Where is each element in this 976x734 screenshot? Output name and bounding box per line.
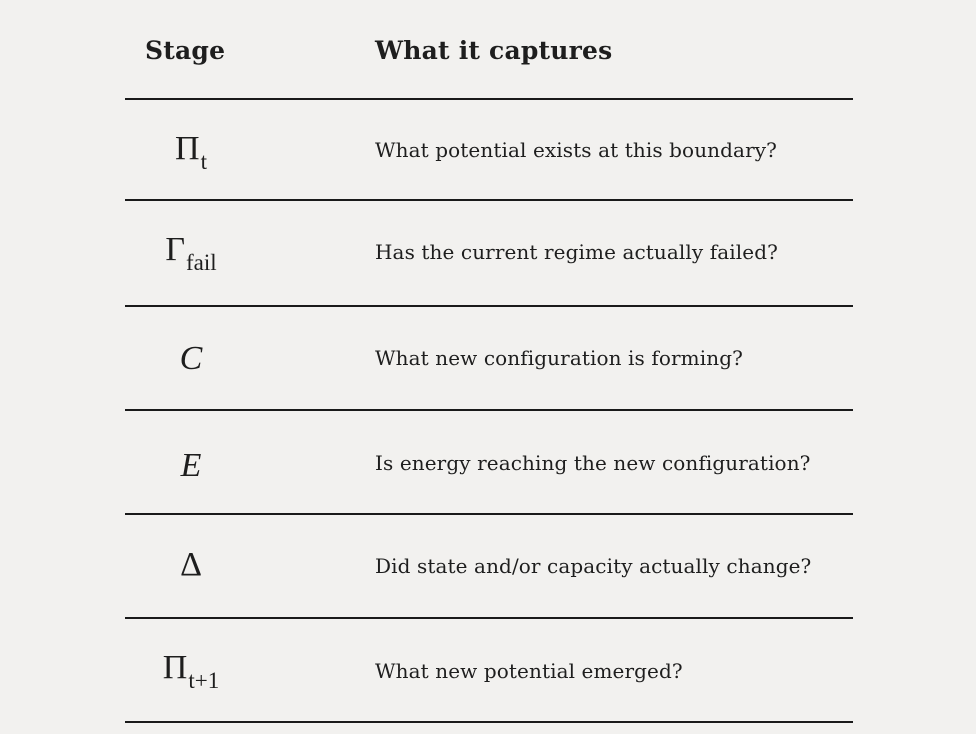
table-row xyxy=(125,515,853,619)
stage-description: What new configuration is forming? xyxy=(375,346,743,370)
stage-symbol-main: Γ xyxy=(165,231,185,268)
column-header-captures: What it captures xyxy=(375,36,613,65)
stage-symbol-subscript: t+1 xyxy=(188,668,220,693)
stage-symbol xyxy=(125,231,257,275)
table-row xyxy=(125,619,853,723)
stage-symbol-main: Π xyxy=(162,649,188,686)
stage-symbol-subscript: fail xyxy=(186,250,217,275)
table-header xyxy=(125,0,853,100)
stage-description: What new potential emerged? xyxy=(375,659,683,683)
stage-symbol-main: Δ xyxy=(180,546,202,583)
table-row xyxy=(125,201,853,307)
stage-table xyxy=(125,0,853,723)
column-header-stage: Stage xyxy=(145,36,226,65)
stage-symbol-main: Π xyxy=(175,130,200,167)
stage-description: Did state and/or capacity actually change? xyxy=(375,554,812,578)
stage-symbol-main: E xyxy=(180,447,202,484)
stage-symbol xyxy=(125,548,257,582)
stage-symbol-subscript: t xyxy=(200,149,207,174)
stage-symbol xyxy=(125,449,257,483)
stage-description: Has the current regime actually failed? xyxy=(375,240,778,264)
table-row xyxy=(125,411,853,515)
table-row xyxy=(125,307,853,411)
stage-symbol xyxy=(125,130,257,174)
stage-description: Is energy reaching the new configuration? xyxy=(375,451,811,475)
stage-description: What potential exists at this boundary? xyxy=(375,138,777,162)
stage-symbol-main: C xyxy=(179,340,203,377)
table-row xyxy=(125,100,853,201)
stage-symbol xyxy=(125,342,257,376)
stage-symbol xyxy=(125,649,257,693)
